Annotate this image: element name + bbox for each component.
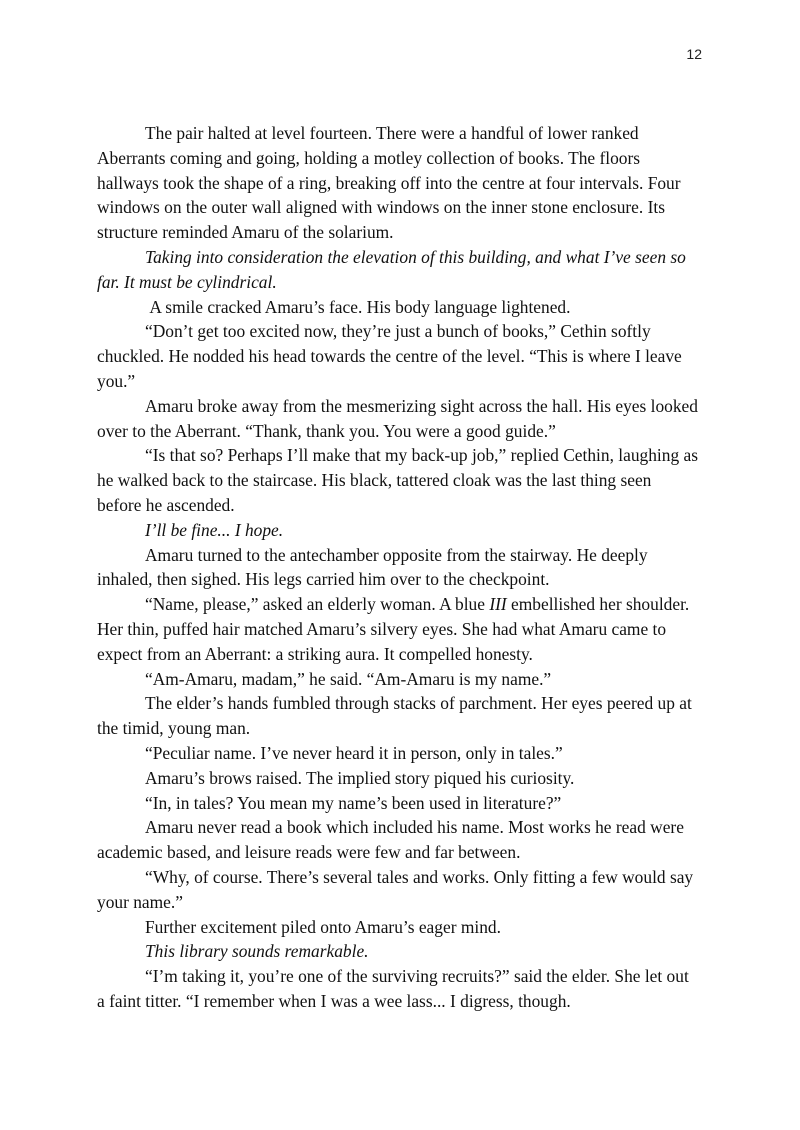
paragraph: “Peculiar name. I’ve never heard it in person, only in tales.” [145,742,563,763]
paragraph: “In, in tales? You mean my name’s been used in literature?” [145,792,562,813]
paragraph-segment-italic: III [489,594,507,615]
paragraph: A smile cracked Amaru’s face. His body language lightened. [145,296,571,317]
paragraph: “Don’t get too excited now, they’re just a bunch of books,” Cethin softly chuckled. He nodded his head towards the centre of the level. “This is where I leave you.” [97,321,687,391]
paragraph: The pair halted at level fourteen. There were a handful of lower ranked Aberrants coming and going, holding a motley collection of books. The floors hallways took the shape of a ring, breaking off into the centre at four intervals. Four windows on the outer wall aligned with windows on the inner stone enclosure. Its structure reminded Amaru of the solarium. [97,123,685,243]
paragraph: The elder’s hands fumbled through stacks of parchment. Her eyes peered up at the timid, young man. [97,693,697,739]
paragraph [97,592,699,666]
paragraph: “Is that so? Perhaps I’ll make that my back-up job,” replied Cethin, laughing as he walked back to the staircase. His black, tattered cloak was the last thing seen before he ascended. [97,445,703,515]
paragraph-italic-thought: This library sounds remarkable. [145,941,369,962]
paragraph: Further excitement piled onto Amaru’s eager mind. [145,916,501,937]
paragraph: Amaru’s brows raised. The implied story piqued his curiosity. [145,767,575,788]
paragraph: “Why, of course. There’s several tales and works. Only fitting a few would say your name.” [97,866,698,912]
paragraph-segment: “Name, please,” asked an elderly woman. A blue [145,594,490,615]
paragraph-italic-thought: Taking into consideration the elevation of this building, and what I’ve seen so far. It must be cylindrical. [97,246,691,292]
page-number: 12 [686,46,702,62]
paragraph-segment: embellished her shoulder. Her thin, puffed hair matched Amaru’s silvery eyes. She had what Amaru came to expect from an Aberrant: a striking aura. It compelled honesty. [97,594,694,664]
paragraph: Amaru never read a book which included his name. Most works he read were academic based, and leisure reads were few and far between. [97,817,689,863]
body-text [97,121,703,1014]
paragraph: Amaru broke away from the mesmerizing sight across the hall. His eyes looked over to the Aberrant. “Thank, thank you. You were a good guide.” [97,395,703,441]
paragraph: Amaru turned to the antechamber opposite from the stairway. He deeply inhaled, then sighed. His legs carried him over to the checkpoint. [97,544,652,590]
paragraph-italic-thought: I’ll be fine... I hope. [145,519,284,540]
paragraph: “Am-Amaru, madam,” he said. “Am-Amaru is my name.” [145,668,552,689]
paragraph: “I’m taking it, you’re one of the surviving recruits?” said the elder. She let out a faint titter. “I remember when I was a wee lass... I digress, though. [97,966,694,1011]
